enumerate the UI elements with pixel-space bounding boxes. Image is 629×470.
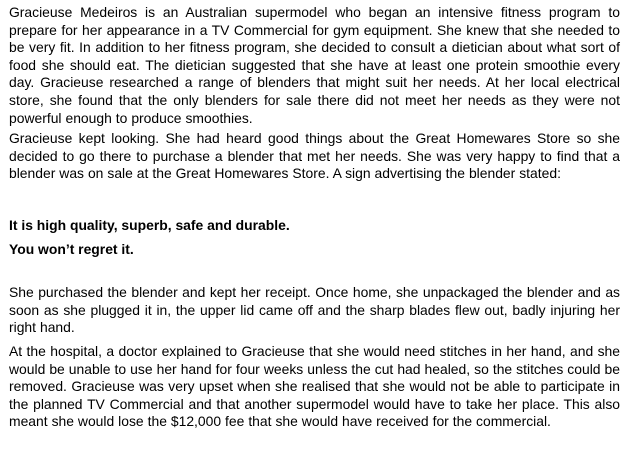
paragraph-hospital: At the hospital, a doctor explained to Gracieuse that she would need stitches in her hand, and she would be unable to use her hand for four weeks unless the cut had healed, so the stitches could be removed. Gracieuse was very upset when she realised that she would not be able to participate in the planned TV Commercial and that another supermodel would have to take her place. This also meant she would lose the $12,000 fee that she would have received for the commercial. (9, 342, 620, 430)
paragraph-injury: She purchased the blender and kept her receipt. Once home, she unpackaged the blender and as soon as she plugged it in, the upper lid came off and the sharp blades flew out, badly injuring her right hand. (9, 284, 620, 336)
sign-text-line-1: It is high quality, superb, safe and durable. (9, 216, 290, 233)
sign-text-line-2: You won’t regret it. (9, 240, 134, 257)
paragraph-intro: Gracieuse Medeiros is an Australian supermodel who began an intensive fitness program to prepare for her appearance in a TV Commercial for gym equipment. She knew that she needed to be very fit. In addition to her fitness program, she decided to consult a dietician about what sort of food she should eat. The dietician suggested that she have at least one protein smoothie every day. Gracieuse researched a range of blenders that might suit her needs. At her local electrical store, she found that the only blenders for sale there did not meet her needs as they were not powerful enough to produce smoothies. (9, 4, 620, 126)
paragraph-search: Gracieuse kept looking. She had heard good things about the Great Homewares Store so she decided to go there to purchase a blender that met her needs. She was very happy to find that a blender was on sale at the Great Homewares Store. A sign advertising the blender stated: (9, 130, 620, 182)
